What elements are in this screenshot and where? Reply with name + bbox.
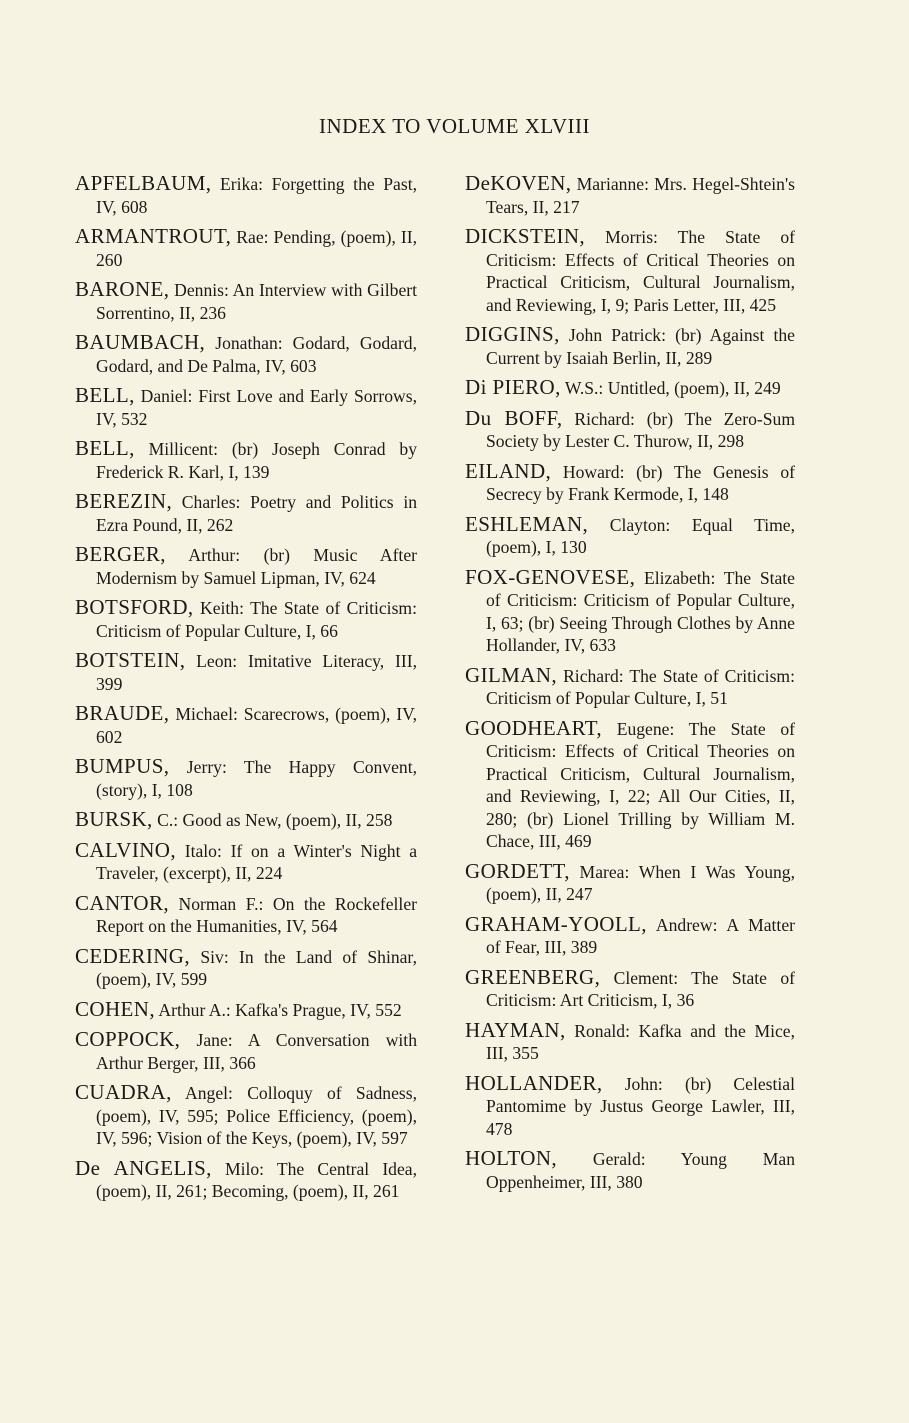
index-entry [465, 913, 795, 959]
index-entry [465, 172, 795, 218]
author-name: FOX-GENOVESE, [465, 564, 636, 589]
author-name: CUADRA, [75, 1080, 172, 1104]
index-entry [465, 376, 795, 400]
entry-text: Ronald: Kafka and the Mice, III, 355 [486, 1020, 795, 1063]
index-entry [465, 1072, 795, 1141]
index-entry [75, 278, 417, 324]
author-name: COHEN, [75, 996, 155, 1021]
author-name: COPPOCK, [75, 1027, 181, 1051]
index-entry [465, 513, 795, 559]
entry-text: Clayton: Equal Time, (poem), I, 130 [486, 514, 795, 557]
author-name: APFELBAUM, [75, 171, 212, 195]
entry-text: Erika: Forgetting the Past, IV, 608 [96, 174, 417, 217]
author-name: CALVINO, [75, 837, 177, 862]
index-entry [465, 407, 795, 453]
author-name: GREENBERG, [465, 964, 601, 989]
entry-text: Charles: Poetry and Politics in Ezra Pound, II, 262 [96, 492, 417, 535]
entry-text: Elizabeth: The State of Criticism: Criticism of Popular Culture, I, 63; (br) Seeing Through Clothes by Anne Hollander, IV, 633 [486, 567, 795, 655]
index-entry [75, 225, 417, 271]
entry-text: Eugene: The State of Criticism: Effects of Critical Theories on Practical Criticism, Cultural Journalism, and Reviewing, I, 22; All Our Cities, II, 280; (br) Lionel Trilling by William M. Chace, III, 469 [486, 718, 795, 851]
index-entry [75, 998, 417, 1022]
author-name: BRAUDE, [75, 701, 170, 725]
author-name: HOLTON, [465, 1146, 558, 1170]
author-name: HOLLANDER, [465, 1070, 603, 1095]
entry-text: Arthur: (br) Music After Modernism by Samuel Lipman, IV, 624 [96, 545, 417, 588]
author-name: GORDETT, [465, 858, 570, 883]
entry-text: Norman F.: On the Rockefeller Report on the Humanities, IV, 564 [96, 893, 417, 936]
entry-text: Marea: When I Was Young, (poem), II, 247 [486, 861, 795, 904]
index-entry [75, 1081, 417, 1150]
entry-text: Michael: Scarecrows, (poem), IV, 602 [96, 704, 417, 747]
author-name: DICKSTEIN, [465, 224, 586, 248]
entry-text: Millicent: (br) Joseph Conrad by Frederick R. Karl, I, 139 [96, 439, 417, 482]
author-name: BELL, [75, 436, 135, 460]
entry-text: Richard: The State of Criticism: Criticism of Popular Culture, I, 51 [486, 665, 795, 708]
index-column-left [75, 172, 417, 1210]
entry-text: Leon: Imitative Literacy, III, 399 [96, 651, 417, 694]
author-name: BELL, [75, 383, 135, 407]
entry-text: Jane: A Conversation with Arthur Berger, III, 366 [96, 1030, 417, 1073]
index-entry [75, 755, 417, 801]
entry-text: Clement: The State of Criticism: Art Criticism, I, 36 [486, 967, 795, 1010]
author-name: BERGER, [75, 542, 166, 566]
entry-text: Milo: The Central Idea, (poem), II, 261; Becoming, (poem), II, 261 [96, 1158, 417, 1201]
entry-text: Marianne: Mrs. Hegel-Shtein's Tears, II, 217 [486, 174, 795, 217]
index-entry [75, 172, 417, 218]
author-name: HAYMAN, [465, 1017, 566, 1042]
entry-text: Howard: (br) The Genesis of Secrecy by Frank Kermode, I, 148 [486, 461, 795, 504]
author-name: Du BOFF, [465, 405, 563, 430]
entry-text: Morris: The State of Criticism: Effects of Critical Theories on Practical Criticism, Cultural Journalism, and Reviewing, I, 9; Paris Letter, III, 425 [486, 227, 795, 315]
index-entry [465, 1019, 795, 1065]
index-entry [75, 331, 417, 377]
author-name: GOODHEART, [465, 715, 603, 740]
entry-text: Italo: If on a Winter's Night a Traveler, (excerpt), II, 224 [96, 840, 417, 883]
author-name: Di PIERO, [465, 375, 561, 399]
entry-text: John: (br) Celestial Pantomime by Justus George Lawler, III, 478 [486, 1073, 795, 1139]
index-entry [75, 384, 417, 430]
author-name: ARMANTROUT, [75, 224, 232, 248]
author-name: ESHLEMAN, [465, 511, 589, 536]
index-entry [465, 966, 795, 1012]
index-entry [75, 596, 417, 642]
index-entry [75, 808, 417, 832]
index-entry [465, 1147, 795, 1193]
index-entry [465, 664, 795, 710]
author-name: BOTSTEIN, [75, 648, 186, 672]
index-column-right [465, 172, 795, 1200]
entry-text: Dennis: An Interview with Gilbert Sorrentino, II, 236 [96, 280, 417, 323]
author-name: EILAND, [465, 458, 552, 483]
page-title: INDEX TO VOLUME XLVIII [319, 114, 590, 138]
index-entry [465, 460, 795, 506]
index-entry [465, 566, 795, 657]
author-name: DIGGINS, [465, 322, 560, 346]
author-name: BEREZIN, [75, 489, 173, 513]
entry-text: Jerry: The Happy Convent, (story), I, 108 [96, 757, 417, 800]
entry-text: Richard: (br) The Zero-Sum Society by Lester C. Thurow, II, 298 [486, 408, 796, 451]
author-name: BAUMBACH, [75, 330, 206, 354]
author-name: BUMPUS, [75, 754, 170, 778]
entry-text: Andrew: A Matter of Fear, III, 389 [486, 914, 795, 957]
index-entry [75, 1157, 417, 1203]
author-name: CANTOR, [75, 890, 170, 915]
index-entry [465, 717, 795, 853]
entry-text: Jonathan: Godard, Godard, Godard, and De Palma, IV, 603 [96, 333, 417, 376]
author-name: GRAHAM-YOOLL, [465, 911, 647, 936]
index-entry [465, 860, 795, 906]
index-entry [75, 543, 417, 589]
index-entry [75, 702, 417, 748]
entry-text: Arthur A.: Kafka's Prague, IV, 552 [154, 999, 402, 1020]
entry-text: John Patrick: (br) Against the Current by Isaiah Berlin, II, 289 [486, 325, 795, 368]
author-name: BARONE, [75, 277, 170, 301]
index-entry [75, 437, 417, 483]
author-name: CEDERING, [75, 943, 191, 968]
entry-text: Rae: Pending, (poem), II, 260 [96, 227, 417, 270]
entry-text: C.: Good as New, (poem), II, 258 [152, 810, 393, 830]
index-entry [465, 225, 795, 316]
index-entry [75, 892, 417, 938]
author-name: BURSK, [75, 807, 153, 831]
entry-text: Daniel: First Love and Early Sorrows, IV, 532 [96, 386, 417, 429]
author-name: GILMAN, [465, 662, 558, 687]
index-entry [75, 649, 417, 695]
index-entry [75, 1028, 417, 1074]
index-entry [465, 323, 795, 369]
entry-text: W.S.: Untitled, (poem), II, 249 [560, 378, 781, 398]
entry-text: Angel: Colloquy of Sadness, (poem), IV, 595; Police Efficiency, (poem), IV, 596; Vision of the Keys, (poem), IV, 597 [96, 1083, 417, 1148]
entry-text: Siv: In the Land of Shinar, (poem), IV, 599 [96, 946, 417, 989]
author-name: DeKOVEN, [465, 171, 572, 195]
index-entry [75, 839, 417, 885]
entry-text: Keith: The State of Criticism: Criticism of Popular Culture, I, 66 [96, 598, 417, 641]
author-name: De ANGELIS, [75, 1155, 212, 1180]
index-entry [75, 945, 417, 991]
entry-text: Gerald: Young Man Oppenheimer, III, 380 [486, 1149, 795, 1192]
author-name: BOTSFORD, [75, 595, 194, 619]
index-entry [75, 490, 417, 536]
